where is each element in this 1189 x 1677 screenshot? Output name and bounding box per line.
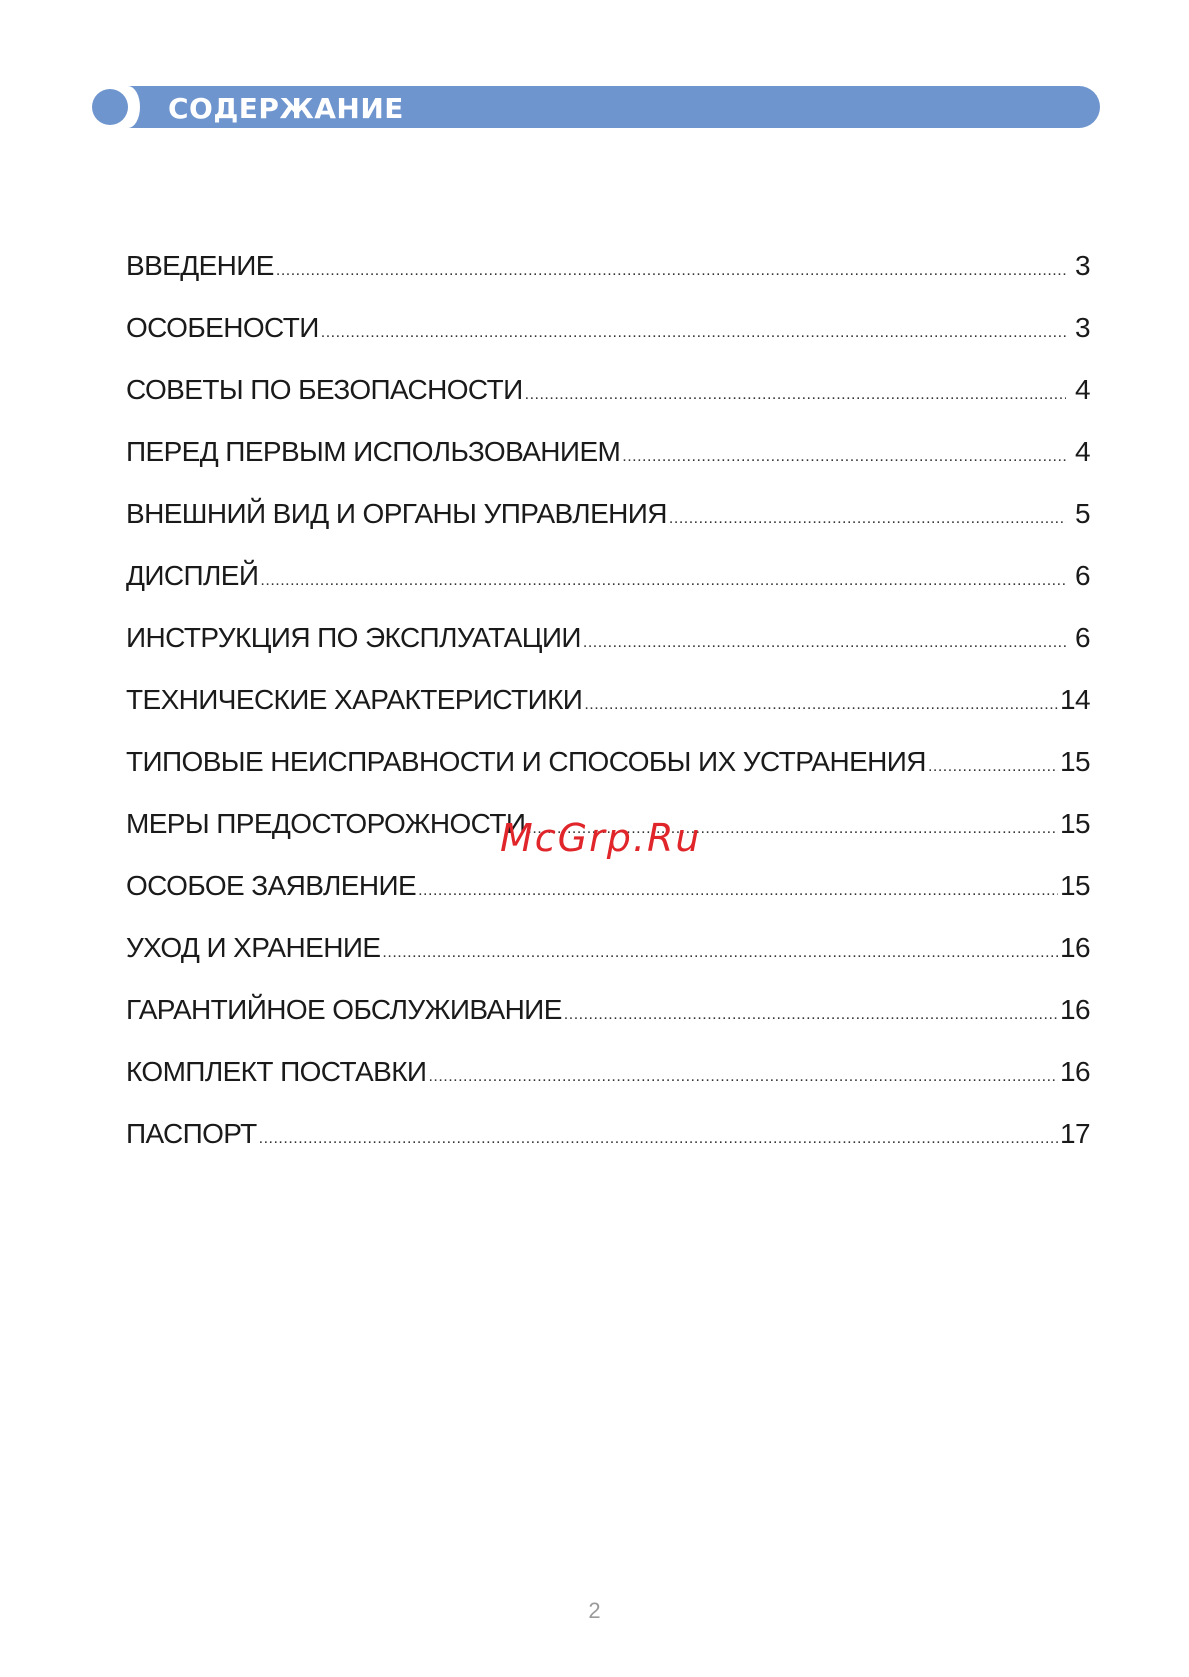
toc-leader-dots	[584, 687, 1058, 723]
toc-entry-page: 3	[1075, 250, 1090, 281]
toc-leader-dots	[382, 935, 1058, 971]
toc-leader-dots	[622, 439, 1066, 475]
toc-leader-dots	[276, 253, 1066, 289]
toc-entry[interactable]	[126, 930, 1090, 992]
toc-entry-page: 3	[1075, 312, 1090, 343]
toc-entry-label: УХОД И ХРАНЕНИЕ	[126, 932, 381, 963]
toc-entry[interactable]	[126, 620, 1090, 682]
toc-entry[interactable]	[126, 496, 1090, 558]
page-number: 2	[588, 1598, 601, 1623]
toc-entry-label: ПАСПОРТ	[126, 1118, 257, 1149]
toc-entry[interactable]	[126, 1116, 1090, 1178]
toc-entry[interactable]	[126, 744, 1090, 806]
toc-entry-label: МЕРЫ ПРЕДОСТОРОЖНОСТИ	[126, 808, 526, 839]
toc-entry-page: 15	[1060, 808, 1090, 839]
toc-entry-label: ТЕХНИЧЕСКИЕ ХАРАКТЕРИСТИКИ	[126, 684, 583, 715]
toc-entry-label: ИНСТРУКЦИЯ ПО ЭКСПЛУАТАЦИИ	[126, 622, 581, 653]
toc-entry[interactable]	[126, 992, 1090, 1054]
toc-entry-label: СОВЕТЫ ПО БЕЗОПАСНОСТИ	[126, 374, 523, 405]
toc-entry[interactable]	[126, 682, 1090, 744]
toc-entry-page: 5	[1075, 498, 1090, 529]
toc-leader-dots	[259, 1121, 1058, 1157]
toc-entry[interactable]	[126, 434, 1090, 496]
toc-entry-page: 4	[1075, 436, 1090, 467]
toc-entry-page: 17	[1060, 1118, 1090, 1149]
toc-entry-label: ДИСПЛЕЙ	[126, 560, 259, 591]
toc-entry-page: 16	[1060, 994, 1090, 1025]
toc-leader-dots	[564, 997, 1058, 1033]
toc-entry-label: ВВЕДЕНИЕ	[126, 250, 274, 281]
table-of-contents	[126, 248, 1090, 1178]
toc-entry-label: ОСОБЕНОСТИ	[126, 312, 319, 343]
toc-leader-dots	[525, 377, 1066, 413]
section-header	[92, 86, 1100, 128]
toc-entry-page: 15	[1060, 746, 1090, 777]
toc-leader-dots	[428, 1059, 1058, 1095]
toc-entry-page: 6	[1075, 622, 1090, 653]
toc-entry[interactable]	[126, 1054, 1090, 1116]
toc-entry-page: 14	[1060, 684, 1090, 715]
toc-entry-label: ПЕРЕД ПЕРВЫМ ИСПОЛЬЗОВАНИЕМ	[126, 436, 621, 467]
toc-entry-page: 4	[1075, 374, 1090, 405]
toc-leader-dots	[321, 315, 1066, 351]
toc-entry-label: ТИПОВЫЕ НЕИСПРАВНОСТИ И СПОСОБЫ ИХ УСТРАНЕНИЯ	[126, 746, 926, 777]
toc-entry-label: КОМПЛЕКТ ПОСТАВКИ	[126, 1056, 427, 1087]
toc-entry[interactable]	[126, 558, 1090, 620]
toc-entry[interactable]	[126, 310, 1090, 372]
toc-entry-label: ОСОБОЕ ЗАЯВЛЕНИЕ	[126, 870, 417, 901]
toc-entry[interactable]	[126, 372, 1090, 434]
page-title: СОДЕРЖАНИЕ	[168, 92, 404, 125]
toc-entry[interactable]	[126, 248, 1090, 310]
toc-leader-dots	[669, 501, 1066, 537]
toc-entry[interactable]	[126, 868, 1090, 930]
toc-leader-dots	[260, 563, 1066, 599]
toc-entry-page: 16	[1060, 932, 1090, 963]
toc-entry-label: ГАРАНТИЙНОЕ ОБСЛУЖИВАНИЕ	[126, 994, 562, 1025]
toc-leader-dots	[583, 625, 1066, 661]
toc-entry-page: 6	[1075, 560, 1090, 591]
watermark: McGrp.Ru	[500, 816, 702, 860]
toc-entry-label: ВНЕШНИЙ ВИД И ОРГАНЫ УПРАВЛЕНИЯ	[126, 498, 667, 529]
toc-leader-dots	[928, 749, 1058, 785]
header-bullet-icon	[92, 89, 128, 125]
toc-entry-page: 16	[1060, 1056, 1090, 1087]
toc-leader-dots	[418, 873, 1058, 909]
toc-entry-page: 15	[1060, 870, 1090, 901]
